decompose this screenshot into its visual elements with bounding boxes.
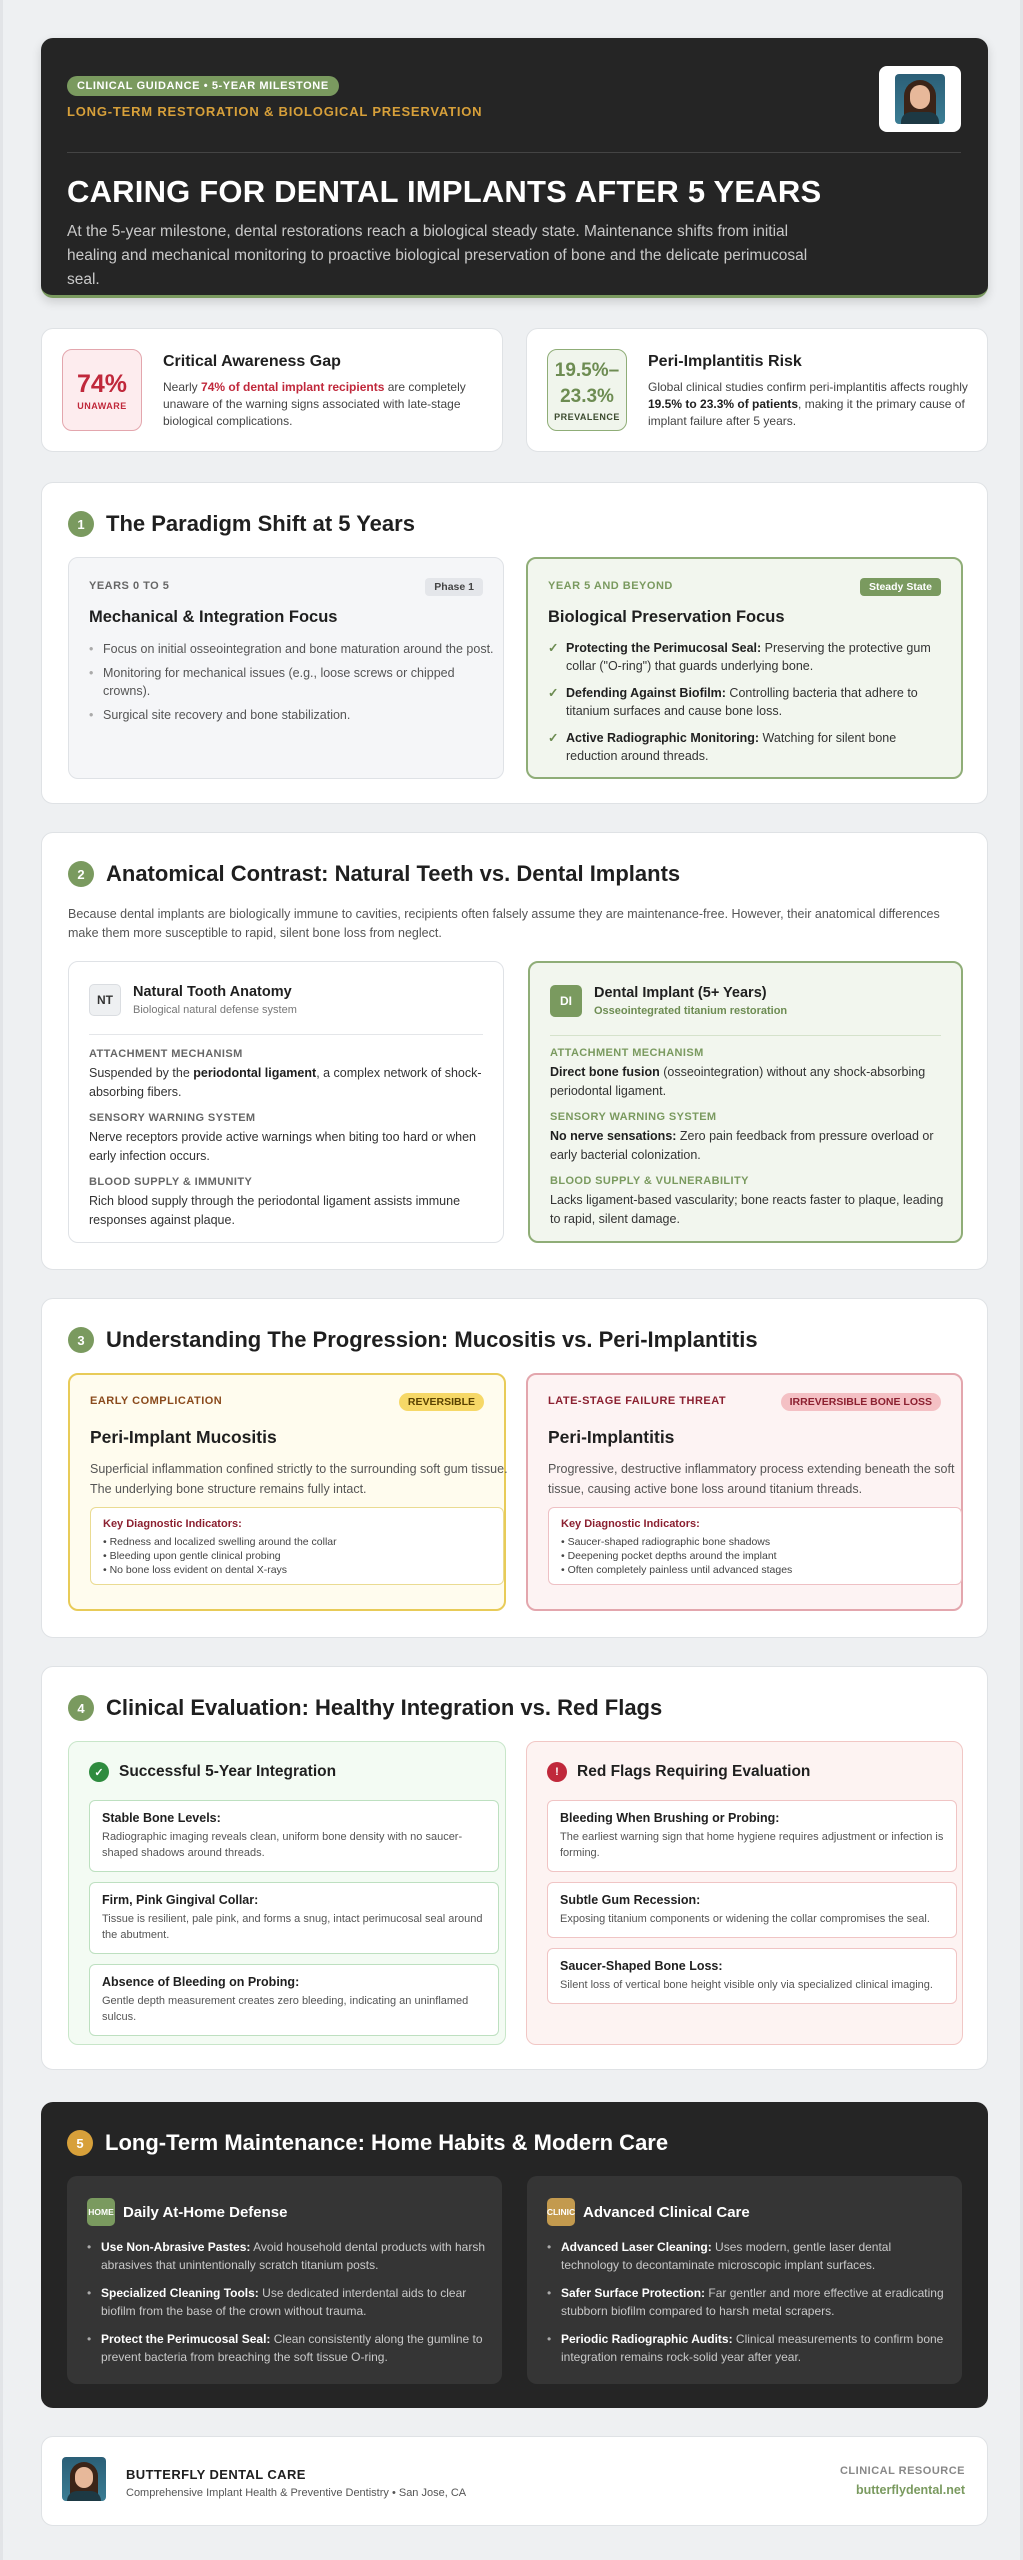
- list-item: ✓ Protecting the Perimucosal Seal: Preserving the protective gum collar ("O-ring") that guards underlying bone.: [548, 639, 948, 675]
- diagnostic-box: [548, 1507, 962, 1585]
- list-item: • No bone loss evident on dental X-rays: [103, 1563, 337, 1577]
- maintenance-panel-clinic: [527, 2176, 962, 2384]
- anatomy-text: Rich blood supply through the periodontal ligament assists immune responses against plaque.: [89, 1194, 461, 1227]
- list-item: • Advanced Laser Cleaning: Uses modern, gentle laser dental technology to decontaminate microscopic implant surfaces.: [547, 2238, 947, 2274]
- section-title: Anatomical Contrast: Natural Teeth vs. Dental Implants: [106, 861, 681, 886]
- evaluation-header: [89, 1762, 336, 1782]
- phase-list: [89, 640, 499, 730]
- list-item: • Bleeding upon gentle clinical probing: [103, 1549, 337, 1563]
- section-number: 2: [68, 861, 94, 887]
- diagnostic-list: [561, 1535, 792, 1577]
- anatomy-text: Lacks ligament-based vascularity; bone reacts faster to plaque, leading to rapid, silent damage.: [550, 1193, 944, 1226]
- anatomy-subtitle: Biological natural defense system: [133, 1004, 297, 1016]
- evaluation-item: Subtle Gum Recession: Exposing titanium components or widening the collar compromises the seal.: [547, 1882, 957, 1938]
- list-item: • Monitoring for mechanical issues (e.g., loose screws or chipped crowns).: [89, 664, 499, 700]
- list-item: • Safer Surface Protection: Far gentler and more effective at eradicating stubborn biofilm compared to harsh metal scrapers.: [547, 2284, 947, 2320]
- evaluation-title: Successful 5-Year Integration: [119, 1763, 337, 1780]
- anatomy-label: SENSORY WARNING SYSTEM: [89, 1112, 256, 1124]
- footer-brand: BUTTERFLY DENTAL CARE: [126, 2467, 306, 2482]
- clinic-icon: CLINIC: [547, 2198, 575, 2226]
- section-header: [68, 861, 680, 887]
- stat-value-bottom: 23.3%: [560, 386, 614, 407]
- footer-website-link[interactable]: butterflydental.net: [855, 2483, 965, 2497]
- avatar: [895, 74, 945, 124]
- hero-banner: [41, 38, 988, 298]
- phase-panel-steady: [526, 557, 963, 779]
- anatomy-panel-natural: [68, 961, 504, 1243]
- diagnostic-box: [90, 1507, 504, 1585]
- list-item: • Periodic Radiographic Audits: Clinical measurements to confirm bone integration remains rock-solid year after year.: [547, 2330, 947, 2366]
- stat-value-top: 19.5%–: [554, 360, 620, 381]
- progression-panel-mucositis: [68, 1373, 506, 1611]
- stat-unit: UNAWARE: [77, 401, 127, 411]
- phase-tag: Steady State: [860, 578, 941, 596]
- anatomy-title: Natural Tooth Anatomy: [133, 984, 292, 1000]
- section-header: [67, 2130, 668, 2156]
- phase-kicker: YEAR 5 AND BEYOND: [548, 580, 673, 592]
- anatomy-text: Nerve receptors provide active warnings when biting too hard or when early infection occurs.: [89, 1130, 477, 1163]
- anatomy-label: ATTACHMENT MECHANISM: [550, 1047, 704, 1059]
- progression-title: Peri-Implant Mucositis: [90, 1427, 277, 1447]
- list-item: • Focus on initial osseointegration and bone maturation around the post.: [89, 640, 499, 658]
- hero-lede: At the 5-year milestone, dental restorations reach a biological steady state. Maintenance shifts from initial healing and mechanical monitoring to proactive biological preservation of bone and the delicate perimucosal seal.: [67, 223, 808, 288]
- section-title: The Paradigm Shift at 5 Years: [106, 511, 415, 536]
- section-number: 3: [68, 1327, 94, 1353]
- list-item: ✓ Defending Against Biofilm: Controlling bacteria that adhere to titanium surfaces and cause bone loss.: [548, 684, 948, 720]
- diagnostic-heading: Key Diagnostic Indicators:: [103, 1518, 242, 1530]
- maintenance-title: Advanced Clinical Care: [583, 2204, 750, 2221]
- stat-text: Global clinical studies confirm peri-implantitis affects roughly 19.5% to 23.3% of patients, making it the primary cause of implant failure after 5 years.: [648, 380, 968, 428]
- anatomy-text: Suspended by the periodontal ligament, a complex network of shock-absorbing fibers.: [89, 1066, 482, 1099]
- anatomy-title: Dental Implant (5+ Years): [594, 985, 767, 1001]
- evaluation-item: Stable Bone Levels: Radiographic imaging reveals clean, uniform bone density with no saucer-shaped shadows around threads.: [89, 1800, 499, 1872]
- stat-value: 74%: [76, 370, 128, 398]
- home-icon: HOME: [87, 2198, 115, 2226]
- reversible-badge: REVERSIBLE: [399, 1393, 484, 1411]
- section-paradigm-shift: [41, 482, 988, 804]
- stat-title: Critical Awareness Gap: [163, 353, 341, 370]
- anatomy-panel-implant: [528, 961, 963, 1243]
- anatomy-text: No nerve sensations: Zero pain feedback from pressure overload or early bacterial colonization.: [550, 1129, 934, 1162]
- phase-title: Mechanical & Integration Focus: [89, 608, 338, 626]
- hero-pill: CLINICAL GUIDANCE • 5-YEAR MILESTONE: [67, 76, 339, 96]
- page-title: CARING FOR DENTAL IMPLANTS AFTER 5 YEARS: [67, 174, 822, 209]
- evaluation-title: Red Flags Requiring Evaluation: [577, 1763, 811, 1780]
- list-item: • Saucer-shaped radiographic bone shadows: [561, 1535, 792, 1549]
- list-item: • Deepening pocket depths around the implant: [561, 1549, 792, 1563]
- stat-card-prevalence: [526, 328, 988, 452]
- evaluation-panel-healthy: [68, 1741, 506, 2045]
- stat-badge-prevalence: [547, 349, 627, 431]
- maintenance-list: [87, 2238, 487, 2376]
- section-intro: Because dental implants are biologically immune to cavities, recipients often falsely assume they are maintenance-free. However, their anatomical differences make them more susceptible to rapid, silent bone loss from neglect.: [68, 907, 940, 940]
- stat-text: Nearly 74% of dental implant recipients are completely unaware of the warning signs associated with late-stage biological complications.: [163, 380, 466, 428]
- list-item: ✓ Active Radiographic Monitoring: Watching for silent bone reduction around threads.: [548, 729, 948, 765]
- section-number: 5: [67, 2130, 93, 2156]
- anatomy-label: SENSORY WARNING SYSTEM: [550, 1111, 717, 1123]
- progression-description: Superficial inflammation confined strictly to the surrounding soft gum tissue. The underlying bone structure remains fully intact.: [90, 1462, 508, 1496]
- anatomy-subtitle: Osseointegrated titanium restoration: [594, 1005, 788, 1017]
- phase-checklist: [548, 639, 948, 774]
- diagnostic-list: [103, 1535, 337, 1577]
- evaluation-item: Absence of Bleeding on Probing: Gentle depth measurement creates zero bleeding, indicating an uninflamed sulcus.: [89, 1964, 499, 2036]
- stat-badge-awareness: [62, 349, 142, 431]
- progression-title: Peri-Implantitis: [548, 1427, 675, 1447]
- section-title: Understanding The Progression: Mucositis vs. Peri-Implantitis: [106, 1327, 758, 1352]
- phase-kicker: YEARS 0 TO 5: [89, 580, 170, 592]
- evaluation-header: [547, 1762, 810, 1782]
- list-item: • Specialized Cleaning Tools: Use dedicated interdental aids to clear biofilm from the base of the crown without trauma.: [87, 2284, 487, 2320]
- section-title: Clinical Evaluation: Healthy Integration vs. Red Flags: [106, 1695, 663, 1720]
- section-number: 4: [68, 1695, 94, 1721]
- irreversible-badge: IRREVERSIBLE BONE LOSS: [781, 1393, 941, 1411]
- stat-unit: PREVALENCE: [554, 412, 620, 422]
- stat-title: Peri-Implantitis Risk: [648, 353, 802, 370]
- hero-subkicker: LONG-TERM RESTORATION & BIOLOGICAL PRESERVATION: [67, 104, 483, 119]
- divider: [550, 1035, 941, 1036]
- section-header: [68, 1327, 758, 1353]
- divider: [89, 1034, 483, 1035]
- avatar: [62, 2457, 106, 2501]
- section-clinical-evaluation: [41, 1666, 988, 2070]
- tooth-icon: NT: [89, 984, 121, 1016]
- section-maintenance: [41, 2102, 988, 2408]
- implant-icon: DI: [550, 985, 582, 1017]
- phase-panel-early: [68, 557, 504, 779]
- progression-panel-peri-implantitis: [526, 1373, 963, 1611]
- list-item: • Use Non-Abrasive Pastes: Avoid household dental products with harsh abrasives that unintentionally scratch titanium posts.: [87, 2238, 487, 2274]
- stat-highlight: 74% of dental implant recipients: [201, 380, 385, 394]
- evaluation-item: Firm, Pink Gingival Collar: Tissue is resilient, pale pink, and forms a snug, intact perimucosal seal around the abutment.: [89, 1882, 499, 1954]
- section-anatomical-contrast: [41, 832, 988, 1270]
- check-icon: ✓: [89, 1762, 109, 1782]
- footer-tagline: Comprehensive Implant Health & Preventive Dentistry • San Jose, CA: [126, 2487, 467, 2499]
- maintenance-title: Daily At-Home Defense: [123, 2204, 288, 2221]
- maintenance-panel-home: [67, 2176, 502, 2384]
- list-item: • Surgical site recovery and bone stabilization.: [89, 706, 499, 724]
- evaluation-item: Bleeding When Brushing or Probing: The earliest warning sign that home hygiene requires adjustment or infection is forming.: [547, 1800, 957, 1872]
- progression-kicker: EARLY COMPLICATION: [90, 1395, 223, 1407]
- list-item: • Redness and localized swelling around the collar: [103, 1535, 337, 1549]
- list-item: • Often completely painless until advanced stages: [561, 1563, 792, 1577]
- section-header: [68, 511, 415, 537]
- phase-title: Biological Preservation Focus: [548, 608, 785, 626]
- diagnostic-heading: Key Diagnostic Indicators:: [561, 1518, 700, 1530]
- list-item: • Protect the Perimucosal Seal: Clean consistently along the gumline to prevent bacteria from breaching the soft tissue O-ring.: [87, 2330, 487, 2366]
- section-number: 1: [68, 511, 94, 537]
- anatomy-text: Direct bone fusion (osseointegration) without any shock-absorbing periodontal ligament.: [550, 1065, 926, 1098]
- maintenance-list: [547, 2238, 947, 2376]
- alert-icon: !: [547, 1762, 567, 1782]
- progression-description: Progressive, destructive inflammatory process extending beneath the soft tissue, causing active bone loss around titanium threads.: [548, 1462, 955, 1496]
- section-header: [68, 1695, 662, 1721]
- section-progression: [41, 1298, 988, 1638]
- anatomy-label: BLOOD SUPPLY & VULNERABILITY: [550, 1175, 749, 1187]
- evaluation-item: Saucer-Shaped Bone Loss: Silent loss of vertical bone height visible only via specialized clinical imaging.: [547, 1948, 957, 2004]
- footer: [41, 2436, 988, 2526]
- evaluation-panel-red-flags: [526, 1741, 963, 2045]
- hero-divider: [67, 152, 961, 153]
- progression-kicker: LATE-STAGE FAILURE THREAT: [548, 1395, 727, 1407]
- phase-tag: Phase 1: [425, 578, 483, 596]
- stat-highlight: 19.5% to 23.3% of patients: [648, 397, 799, 411]
- section-title: Long-Term Maintenance: Home Habits & Modern Care: [105, 2130, 669, 2155]
- footer-resource-label: CLINICAL RESOURCE: [839, 2465, 965, 2477]
- anatomy-label: BLOOD SUPPLY & IMMUNITY: [89, 1176, 253, 1188]
- anatomy-label: ATTACHMENT MECHANISM: [89, 1048, 243, 1060]
- hero-avatar-frame: [879, 66, 961, 132]
- stat-card-awareness: [41, 328, 503, 452]
